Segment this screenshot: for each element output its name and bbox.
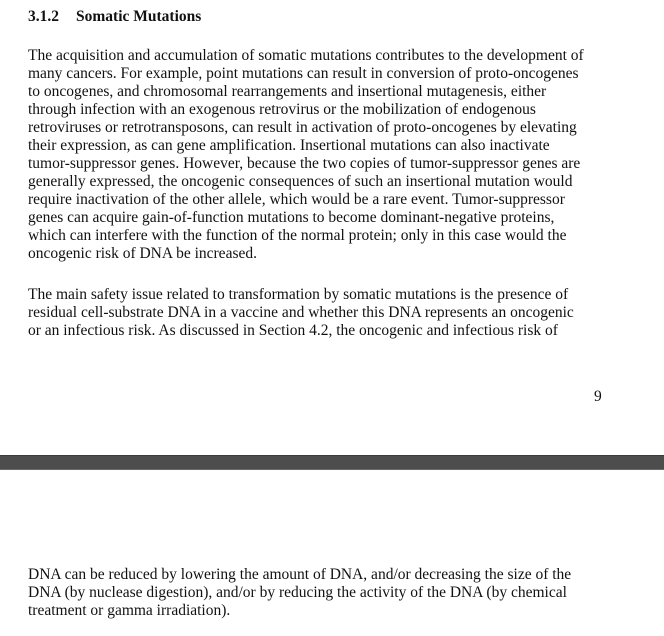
text-line: many cancers. For example, point mutations can result in conversion of proto-oncogenes	[28, 65, 579, 82]
text-line: to oncogenes, and chromosomal rearrangements and insertional mutagenesis, either	[28, 83, 547, 100]
page-number: 9	[594, 388, 602, 405]
text-line: genes can acquire gain-of-function mutations to become dominant-negative proteins,	[28, 209, 555, 226]
text-line: require inactivation of the other allele, which would be a rare event. Tumor-suppressor	[28, 191, 565, 208]
section-number: 3.1.2	[28, 8, 59, 25]
text-line: generally expressed, the oncogenic consequences of such an insertional mutation would	[28, 173, 573, 190]
paragraph-safety-issue	[28, 286, 638, 340]
paragraph-somatic-mutations	[28, 47, 638, 263]
text-line: The main safety issue related to transformation by somatic mutations is the presence of	[28, 286, 569, 303]
page-separator	[0, 455, 664, 470]
text-line: residual cell-substrate DNA in a vaccine and whether this DNA represents an oncogenic	[28, 304, 574, 321]
text-line: The acquisition and accumulation of somatic mutations contributes to the development of	[28, 47, 584, 64]
text-line: DNA can be reduced by lowering the amount of DNA, and/or decreasing the size of the	[28, 566, 572, 583]
text-line: tumor-suppressor genes. However, because the two copies of tumor-suppressor genes are	[28, 155, 581, 172]
text-line: their expression, as can gene amplification. Insertional mutations can also inactivate	[28, 137, 550, 154]
text-line: which can interfere with the function of the normal protein; only in this case would the	[28, 227, 567, 244]
section-heading	[28, 8, 201, 26]
text-line: oncogenic risk of DNA be increased.	[28, 245, 257, 262]
text-line: DNA (by nuclease digestion), and/or by reducing the activity of the DNA (by chemical	[28, 584, 567, 601]
text-line: through infection with an exogenous retrovirus or the mobilization of endogenous	[28, 101, 536, 118]
text-line: retroviruses or retrotransposons, can result in activation of proto-oncogenes by elevating	[28, 119, 577, 136]
section-title: Somatic Mutations	[76, 8, 202, 25]
text-line: or an infectious risk. As discussed in Section 4.2, the oncogenic and infectious risk of	[28, 322, 558, 339]
paragraph-dna-reduction	[28, 566, 638, 620]
text-line: treatment or gamma irradiation).	[28, 602, 231, 619]
